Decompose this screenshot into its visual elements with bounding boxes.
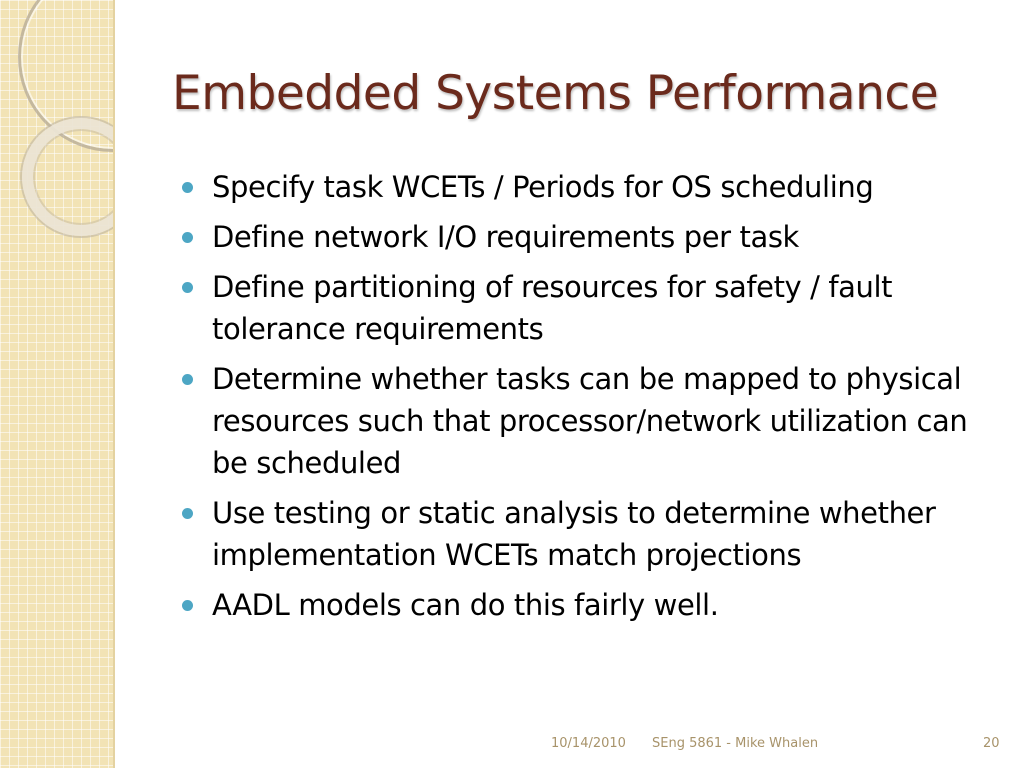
bullet-item — [178, 358, 1008, 484]
bullet-dot-icon — [182, 232, 193, 243]
bullet-dot-icon — [182, 182, 193, 193]
bullet-item — [178, 584, 1008, 626]
bullet-dot-icon — [182, 508, 193, 519]
bullet-list — [178, 166, 1008, 634]
decorative-side-strip — [0, 0, 113, 768]
bullet-item — [178, 492, 1008, 576]
bullet-item — [178, 166, 1008, 208]
decorative-ring-small — [22, 118, 113, 236]
strip-edge-line — [113, 0, 115, 768]
bullet-item — [178, 216, 1008, 258]
bullet-text: Define partitioning of resources for safety / fault tolerance requirements — [212, 270, 893, 346]
bullet-dot-icon — [182, 282, 193, 293]
slide-number: 20 — [983, 736, 1000, 751]
bullet-dot-icon — [182, 374, 193, 385]
bullet-text: Determine whether tasks can be mapped to physical resources such that processor/network utilization can be scheduled — [212, 362, 968, 480]
slide-title: Embedded Systems Performance — [172, 66, 939, 121]
footer-date: 10/14/2010 — [551, 736, 626, 751]
footer-text: SEng 5861 - Mike Whalen — [652, 736, 819, 751]
bullet-text: Specify task WCETs / Periods for OS scheduling — [212, 170, 874, 204]
bullet-item — [178, 266, 1008, 350]
bullet-text: Use testing or static analysis to determine whether implementation WCETs match projections — [212, 496, 936, 572]
bullet-text: AADL models can do this fairly well. — [212, 588, 719, 622]
bullet-text: Define network I/O requirements per task — [212, 220, 799, 254]
bullet-dot-icon — [182, 600, 193, 611]
